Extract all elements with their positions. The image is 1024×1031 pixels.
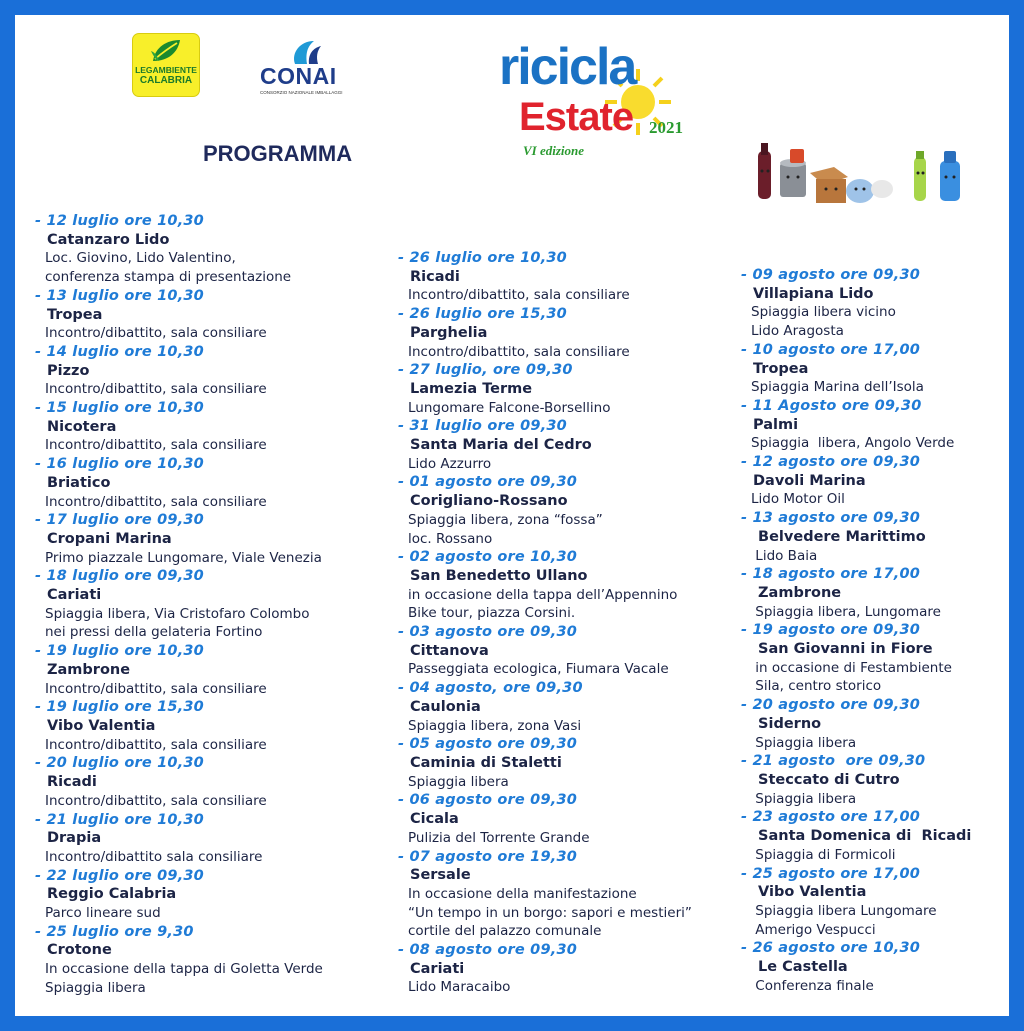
event-location: Caulonia — [410, 698, 481, 715]
event-date: - 02 agosto ore 10,30 — [398, 549, 578, 566]
event-date: - 04 agosto, ore 09,30 — [398, 680, 583, 697]
schedule-event — [741, 341, 1024, 397]
event-detail: nei pressi della gelateria Fortino — [45, 624, 263, 641]
event-date: - 12 agosto ore 09,30 — [741, 454, 921, 471]
edition-label: VI edizione — [523, 143, 585, 158]
event-location: Siderno — [753, 715, 822, 732]
event-date: - 05 agosto ore 09,30 — [398, 736, 578, 753]
schedule-event — [398, 361, 748, 417]
schedule-event — [35, 867, 385, 923]
event-location: Parghelia — [410, 324, 488, 341]
event-detail: Lido Aragosta — [751, 323, 844, 340]
event-date: - 09 agosto ore 09,30 — [741, 267, 921, 283]
legambiente-leaf-icon — [149, 37, 183, 65]
event-date: - 11 Agosto ore 09,30 — [741, 397, 922, 414]
schedule-event — [35, 923, 385, 998]
event-date: - 23 agosto ore 17,00 — [741, 809, 921, 826]
event-location: Tropea — [753, 360, 809, 377]
schedule-event — [35, 698, 385, 754]
legambiente-calabria-logo — [132, 33, 200, 97]
schedule-event — [398, 941, 748, 997]
event-location: Santa Domenica di Ricadi — [753, 828, 972, 845]
poster — [15, 15, 1009, 1016]
event-detail: Incontro/dibattito, sala consiliare — [45, 680, 267, 697]
event-detail: Spiaggia libera, Via Cristofaro Colombo — [45, 605, 310, 622]
event-location: Zambrone — [47, 661, 131, 678]
event-detail: Lungomare Falcone-Borsellino — [408, 399, 611, 416]
event-detail: Loc. Giovino, Lido Valentino, — [45, 250, 236, 267]
event-detail: Incontro/dibattito, sala consiliare — [408, 343, 630, 360]
event-date: - 07 agosto ore 19,30 — [398, 848, 578, 865]
schedule-event — [398, 417, 748, 473]
event-detail: Bike tour, piazza Corsini. — [408, 605, 576, 622]
event-detail: Primo piazzale Lungomare, Viale Venezia — [45, 549, 322, 566]
estate-wordmark: Estate — [519, 95, 634, 139]
schedule-event — [35, 642, 385, 698]
schedule-column-3 — [741, 266, 1024, 995]
event-detail: Spiaggia libera — [751, 790, 857, 807]
event-date: - 19 luglio ore 15,30 — [35, 699, 204, 716]
event-location: Belvedere Marittimo — [753, 528, 926, 545]
event-location: Reggio Calabria — [47, 886, 177, 903]
event-date: - 13 agosto ore 09,30 — [741, 510, 921, 527]
event-date: - 18 luglio ore 09,30 — [35, 568, 204, 585]
event-location: Nicotera — [47, 418, 117, 435]
event-location: Le Castella — [753, 959, 848, 976]
event-detail: Lido Motor Oil — [751, 491, 845, 508]
event-location: Santa Maria del Cedro — [410, 437, 592, 454]
event-detail: Spiaggia libera — [751, 734, 857, 751]
event-detail: Lido Azzurro — [408, 455, 492, 472]
event-date: - 20 agosto ore 09,30 — [741, 697, 921, 714]
legambiente-text: LEGAMBIENTE — [135, 65, 197, 75]
event-location: San Giovanni in Fiore — [753, 641, 933, 658]
event-location: Vibo Valentia — [753, 884, 867, 901]
event-location: Steccato di Cutro — [753, 771, 900, 788]
event-location: Davoli Marina — [753, 472, 866, 489]
event-detail: cortile del palazzo comunale — [408, 923, 602, 940]
event-location: Cittanova — [410, 642, 489, 659]
event-detail: Spiaggia libera, zona “fossa” — [408, 511, 603, 528]
schedule-event — [398, 548, 748, 623]
event-detail: In occasione della manifestazione — [408, 885, 637, 902]
event-detail: Spiaggia libera, zona Vasi — [408, 717, 582, 734]
schedule-event — [398, 305, 748, 361]
schedule-event — [35, 399, 385, 455]
event-location: Ricadi — [47, 774, 97, 791]
schedule-event — [741, 397, 1024, 453]
schedule-event — [398, 249, 748, 305]
event-date: - 22 luglio ore 09,30 — [35, 867, 204, 884]
schedule-event — [35, 287, 385, 343]
event-location: Zambrone — [753, 584, 842, 601]
ricicla-wordmark: ricicla — [499, 38, 636, 96]
event-location: Cariati — [410, 960, 465, 977]
conai-subtitle: CONSORZIO NAZIONALE IMBALLAGGI — [260, 90, 343, 95]
schedule-column-2 — [398, 249, 748, 997]
event-detail: Spiaggia libera, Angolo Verde — [751, 435, 955, 452]
event-location: Cariati — [47, 587, 102, 604]
event-detail: Lido Maracaibo — [408, 979, 511, 996]
event-detail: Spiaggia libera Lungomare — [751, 902, 937, 919]
calabria-text: CALABRIA — [139, 75, 193, 86]
event-date: - 25 luglio ore 9,30 — [35, 923, 194, 940]
event-date: - 19 luglio ore 10,30 — [35, 643, 204, 660]
event-date: - 18 agosto ore 17,00 — [741, 566, 921, 583]
event-date: - 12 luglio ore 10,30 — [35, 213, 204, 229]
event-location: Vibo Valentia — [47, 717, 156, 734]
conai-logo — [257, 37, 367, 99]
event-detail: Lido Baia — [751, 547, 818, 564]
event-location: San Benedetto Ullano — [410, 567, 588, 584]
event-date: - 19 agosto ore 09,30 — [741, 622, 921, 639]
event-date: - 21 agosto ore 09,30 — [741, 753, 926, 770]
schedule-event — [398, 848, 748, 942]
schedule-event — [741, 752, 1024, 808]
event-location: Catanzaro Lido — [47, 231, 170, 248]
recycling-mascots-illustration — [748, 143, 973, 213]
schedule-event — [741, 939, 1024, 995]
event-detail: Spiaggia di Formicoli — [751, 846, 896, 863]
schedule-event — [398, 791, 748, 847]
event-date: - 08 agosto ore 09,30 — [398, 942, 578, 959]
event-detail: Sila, centro storico — [751, 678, 882, 695]
page-title: PROGRAMMA — [203, 141, 353, 166]
event-detail: Spiaggia libera — [45, 979, 146, 996]
event-location: Crotone — [47, 942, 112, 959]
schedule-event — [35, 754, 385, 810]
event-location: Corigliano-Rossano — [410, 493, 568, 510]
event-date: - 14 luglio ore 10,30 — [35, 343, 204, 360]
schedule-event — [741, 565, 1024, 621]
event-date: - 16 luglio ore 10,30 — [35, 456, 204, 473]
event-location: Ricadi — [410, 268, 460, 285]
event-detail: Incontro/dibattito, sala consiliare — [45, 792, 267, 809]
event-date: - 01 agosto ore 09,30 — [398, 474, 578, 491]
event-date: - 20 luglio ore 10,30 — [35, 755, 204, 772]
event-detail: In occasione della tappa di Goletta Verde — [45, 961, 323, 978]
event-detail: Incontro/dibattito, sala consiliare — [45, 381, 267, 398]
event-date: - 27 luglio, ore 09,30 — [398, 362, 573, 379]
event-location: Palmi — [753, 416, 799, 433]
event-date: - 03 agosto ore 09,30 — [398, 624, 578, 641]
event-detail: in occasione di Festambiente — [751, 659, 952, 676]
event-location: Drapia — [47, 830, 102, 847]
event-detail: Amerigo Vespucci — [751, 921, 876, 938]
schedule-event — [35, 455, 385, 511]
event-date: - 26 luglio ore 10,30 — [398, 250, 567, 266]
schedule-event — [741, 453, 1024, 509]
event-detail: Incontro/dibattito, sala consiliare — [408, 287, 630, 304]
event-date: - 25 agosto ore 17,00 — [741, 865, 921, 882]
event-location: Sersale — [410, 867, 471, 884]
schedule-event — [35, 811, 385, 867]
event-date: - 06 agosto ore 09,30 — [398, 792, 578, 809]
event-detail: Spiaggia Marina dell’Isola — [751, 379, 924, 396]
event-date: - 15 luglio ore 10,30 — [35, 400, 204, 417]
event-detail: Incontro/dibattito, sala consiliare — [45, 325, 267, 342]
year-label: 2021 — [649, 118, 683, 137]
event-location: Caminia di Staletti — [410, 754, 562, 771]
event-detail: Pulizia del Torrente Grande — [408, 829, 590, 846]
event-detail: Spiaggia libera vicino — [751, 304, 896, 321]
event-detail: Parco lineare sud — [45, 905, 161, 922]
event-location: Lamezia Terme — [410, 380, 533, 397]
conai-text: CONAI — [260, 63, 337, 89]
event-detail: Conferenza finale — [751, 977, 874, 994]
event-detail: “Un tempo in un borgo: sapori e mestieri” — [408, 904, 692, 921]
schedule-event — [741, 509, 1024, 565]
event-detail: Incontro/dibattito sala consiliare — [45, 848, 263, 865]
event-detail: Spiaggia libera — [408, 773, 509, 790]
schedule-event — [35, 212, 385, 287]
event-detail: conferenza stampa di presentazione — [45, 269, 292, 286]
schedule-event — [35, 343, 385, 399]
event-detail: Incontro/dibattito, sala consiliare — [45, 493, 267, 510]
schedule-event — [398, 473, 748, 548]
schedule-event — [398, 679, 748, 735]
event-date: - 21 luglio ore 10,30 — [35, 811, 204, 828]
event-location: Cropani Marina — [47, 530, 172, 547]
event-location: Briatico — [47, 474, 111, 491]
event-detail: loc. Rossano — [408, 530, 493, 547]
event-location: Tropea — [47, 306, 103, 323]
ricicla-estate-logo — [493, 37, 693, 157]
schedule-column-1 — [35, 212, 385, 998]
event-location: Villapiana Lido — [753, 285, 874, 302]
schedule-event — [741, 865, 1024, 940]
schedule-event — [398, 735, 748, 791]
schedule-event — [35, 511, 385, 567]
schedule-event — [741, 696, 1024, 752]
event-date: - 26 agosto ore 10,30 — [741, 940, 921, 957]
event-detail: Passeggiata ecologica, Fiumara Vacale — [408, 661, 669, 678]
schedule-event — [741, 266, 1024, 341]
event-detail: Incontro/dibattito, sala consiliare — [45, 437, 267, 454]
event-date: - 10 agosto ore 17,00 — [741, 341, 921, 358]
event-location: Pizzo — [47, 362, 90, 379]
schedule-event — [741, 808, 1024, 864]
event-date: - 31 luglio ore 09,30 — [398, 418, 567, 435]
event-detail: in occasione della tappa dell’Appennino — [408, 586, 678, 603]
event-location: Cicala — [410, 811, 459, 828]
event-date: - 17 luglio ore 09,30 — [35, 512, 204, 529]
schedule-event — [398, 623, 748, 679]
event-date: - 26 luglio ore 15,30 — [398, 306, 567, 323]
event-detail: Spiaggia libera, Lungomare — [751, 603, 941, 620]
event-detail: Incontro/dibattito, sala consiliare — [45, 736, 267, 753]
schedule-event — [35, 567, 385, 642]
event-date: - 13 luglio ore 10,30 — [35, 287, 204, 304]
schedule-event — [741, 621, 1024, 696]
